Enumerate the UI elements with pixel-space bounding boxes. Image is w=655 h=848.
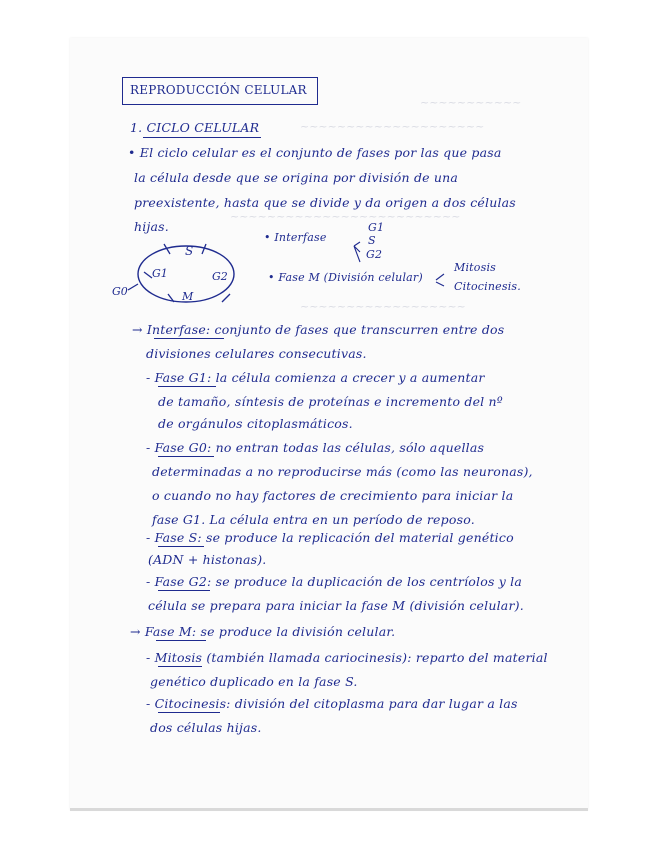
g1-line: de orgánulos citoplasmáticos. <box>158 416 353 431</box>
section-heading: 1. CICLO CELULAR <box>130 120 260 135</box>
g0-line: determinadas a no reproducirse más (como las neuronas), <box>152 464 533 479</box>
fase-m-mitosis: Mitosis <box>454 261 497 274</box>
intro-line: la célula desde que se origina por división de una <box>134 170 459 185</box>
interfase-line: → Interfase: conjunto de fases que transcurren entre dos <box>132 322 505 337</box>
fase-m-label: • Fase M (División celular) <box>268 271 423 284</box>
g0-line: o cuando no hay factores de crecimiento para iniciar la <box>152 488 514 503</box>
mitosis-line: - Mitosis (también llamada cariocinesis): reparto del material <box>146 650 548 665</box>
paper-edge <box>70 808 588 811</box>
cycle-label-s: S <box>185 244 194 258</box>
intro-line: hijas. <box>134 219 169 234</box>
g0-line: fase G1. La célula entra en un período de reposo. <box>152 512 475 527</box>
g1-line: de tamaño, síntesis de proteínas e incremento del nº <box>158 394 503 409</box>
g2-line: célula se prepara para iniciar la fase M (división celular). <box>148 598 524 613</box>
interfase-line: divisiones celulares consecutivas. <box>146 346 367 361</box>
citocinesis-line: dos células hijas. <box>150 720 262 735</box>
g1-line: - Fase G1: la célula comienza a crecer y a aumentar <box>146 370 485 385</box>
fase-m-underline <box>156 640 206 641</box>
interfase-phase-g2: G2 <box>366 248 383 261</box>
g2-line: - Fase G2: se produce la duplicación de los centríolos y la <box>146 574 523 589</box>
interfase-label: • Interfase <box>264 231 327 244</box>
cycle-label-g1: G1 <box>152 267 168 280</box>
interfase-phase-s: S <box>368 234 376 247</box>
intro-line: preexistente, hasta que se divide y da origen a dos células <box>134 195 516 210</box>
mitosis-line: genético duplicado en la fase S. <box>150 674 358 689</box>
intro-line: • El ciclo celular es el conjunto de fases por las que pasa <box>128 145 502 160</box>
interfase-underline <box>154 338 224 339</box>
citocinesis-underline <box>158 712 220 713</box>
g0-line: - Fase G0: no entran todas las células, sólo aquellas <box>146 440 485 455</box>
g1-underline <box>158 386 216 387</box>
citocinesis-line: - Citocinesis: división del citoplasma para dar lugar a las <box>146 696 518 711</box>
page-title: REPRODUCCIÓN CELULAR <box>130 83 307 97</box>
g2-underline <box>158 590 210 591</box>
section-underline <box>143 137 261 138</box>
mitosis-underline <box>158 666 202 667</box>
s-underline <box>158 546 204 547</box>
interfase-phase-g1: G1 <box>368 221 385 234</box>
cycle-label-g0: G0 <box>112 285 128 298</box>
cycle-label-m: M <box>182 290 194 303</box>
s-line: (ADN + histonas). <box>148 552 267 567</box>
cycle-label-g2: G2 <box>212 270 228 283</box>
s-line: - Fase S: se produce la replicación del material genético <box>146 530 514 545</box>
g0-underline <box>158 456 214 457</box>
fase-m-line: → Fase M: se produce la división celular. <box>130 624 396 639</box>
fase-m-citocinesis: Citocinesis. <box>454 280 521 293</box>
